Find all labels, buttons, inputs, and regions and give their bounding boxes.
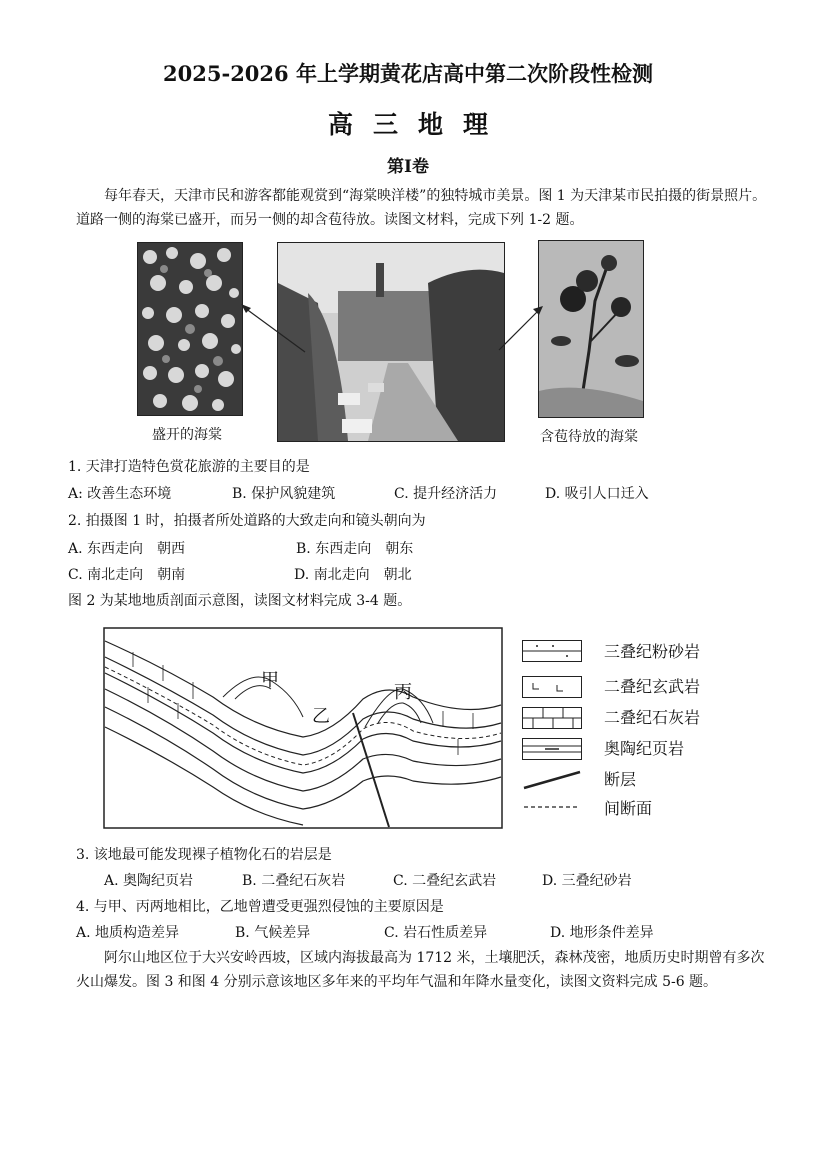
q4-option-d: D. 地形条件差异 — [550, 925, 654, 941]
label-yi: 乙 — [312, 706, 330, 727]
q2-option-d: D. 南北走向 朝北 — [294, 567, 412, 583]
q3-stem: 3. 该地最可能发现裸子植物化石的岩层是 — [76, 847, 332, 863]
q1-option-b: B. 保护风貌建筑 — [232, 486, 336, 502]
label-jia: 甲 — [261, 670, 279, 691]
label-bing: 丙 — [394, 682, 412, 703]
legend-basalt-label: 二叠纪玄武岩 — [604, 677, 701, 696]
legend-siltstone-symbol — [522, 640, 582, 662]
legend-shale-symbol — [522, 738, 582, 760]
legend-limestone-symbol — [522, 707, 582, 729]
legend-fault-symbol — [522, 768, 582, 790]
q1-option-a: A: 改善生态环境 — [68, 486, 172, 502]
geologic-cross-section — [103, 627, 503, 829]
q4-option-a: A. 地质构造差异 — [76, 925, 180, 941]
subject-title: 高三地理 — [327, 110, 508, 139]
q3-option-b: B. 二叠纪石灰岩 — [242, 873, 346, 889]
intro-paragraph-3: 阿尔山地区位于大兴安岭西坡，区域内海拔最高为 1712 米，土壤肥沃，森林茂密，地质历史时期曾有多次火山爆发。图 3 和图 4 分别示意该地区多年来的平均年气温和年降水量变化，读图文资料完成 5-6 题。 — [76, 950, 765, 990]
blooming-begonia-photo — [137, 242, 243, 416]
q3-option-d: D. 三叠纪砂岩 — [542, 873, 632, 889]
q2-option-c: C. 南北走向 朝南 — [68, 567, 186, 583]
exam-title: 2025-2026 年上学期黄花店高中第二次阶段性检测 — [163, 61, 653, 86]
q3-option-a: A. 奥陶纪页岩 — [104, 873, 194, 889]
legend-shale-label: 奥陶纪页岩 — [604, 739, 685, 758]
q4-option-b: B. 气候差异 — [235, 925, 311, 941]
legend-unconformity-label: 间断面 — [604, 799, 653, 818]
q1-stem: 1. 天津打造特色赏花旅游的主要目的是 — [68, 459, 310, 475]
legend-basalt-symbol — [522, 676, 582, 698]
q3-option-c: C. 二叠纪玄武岩 — [393, 873, 497, 889]
figure1-right-caption: 含苞待放的海棠 — [540, 429, 638, 445]
intro-paragraph-2: 图 2 为某地地质剖面示意图，读图文材料完成 3-4 题。 — [68, 593, 412, 609]
legend-fault-label: 断层 — [604, 770, 637, 789]
volume-title: 第Ⅰ卷 — [387, 157, 429, 177]
budding-begonia-photo — [538, 240, 644, 418]
q2-option-a: A. 东西走向 朝西 — [68, 541, 186, 557]
legend-limestone-label: 二叠纪石灰岩 — [604, 708, 701, 727]
legend-siltstone-label: 三叠纪粉砂岩 — [604, 642, 701, 661]
q1-option-d: D. 吸引人口迁入 — [545, 486, 649, 502]
intro-paragraph-1: 每年春天，天津市民和游客都能观赏到“海棠映洋楼”的独特城市美景。图 1 为天津某市民拍摄的街景照片。道路一侧的海棠已盛开，而另一侧的却含苞待放。读图文材料，完成下列 1-2 题。 — [76, 188, 767, 228]
q4-option-c: C. 岩石性质差异 — [384, 925, 488, 941]
q2-stem: 2. 拍摄图 1 时，拍摄者所处道路的大致走向和镜头朝向为 — [68, 513, 426, 529]
figure1-left-caption: 盛开的海棠 — [152, 427, 222, 443]
q4-stem: 4. 与甲、丙两地相比，乙地曾遭受更强烈侵蚀的主要原因是 — [76, 899, 444, 915]
legend-unconformity-symbol — [522, 800, 582, 814]
q2-option-b: B. 东西走向 朝东 — [296, 541, 414, 557]
figure1-arrows — [237, 300, 547, 360]
q1-option-c: C. 提升经济活力 — [394, 486, 498, 502]
